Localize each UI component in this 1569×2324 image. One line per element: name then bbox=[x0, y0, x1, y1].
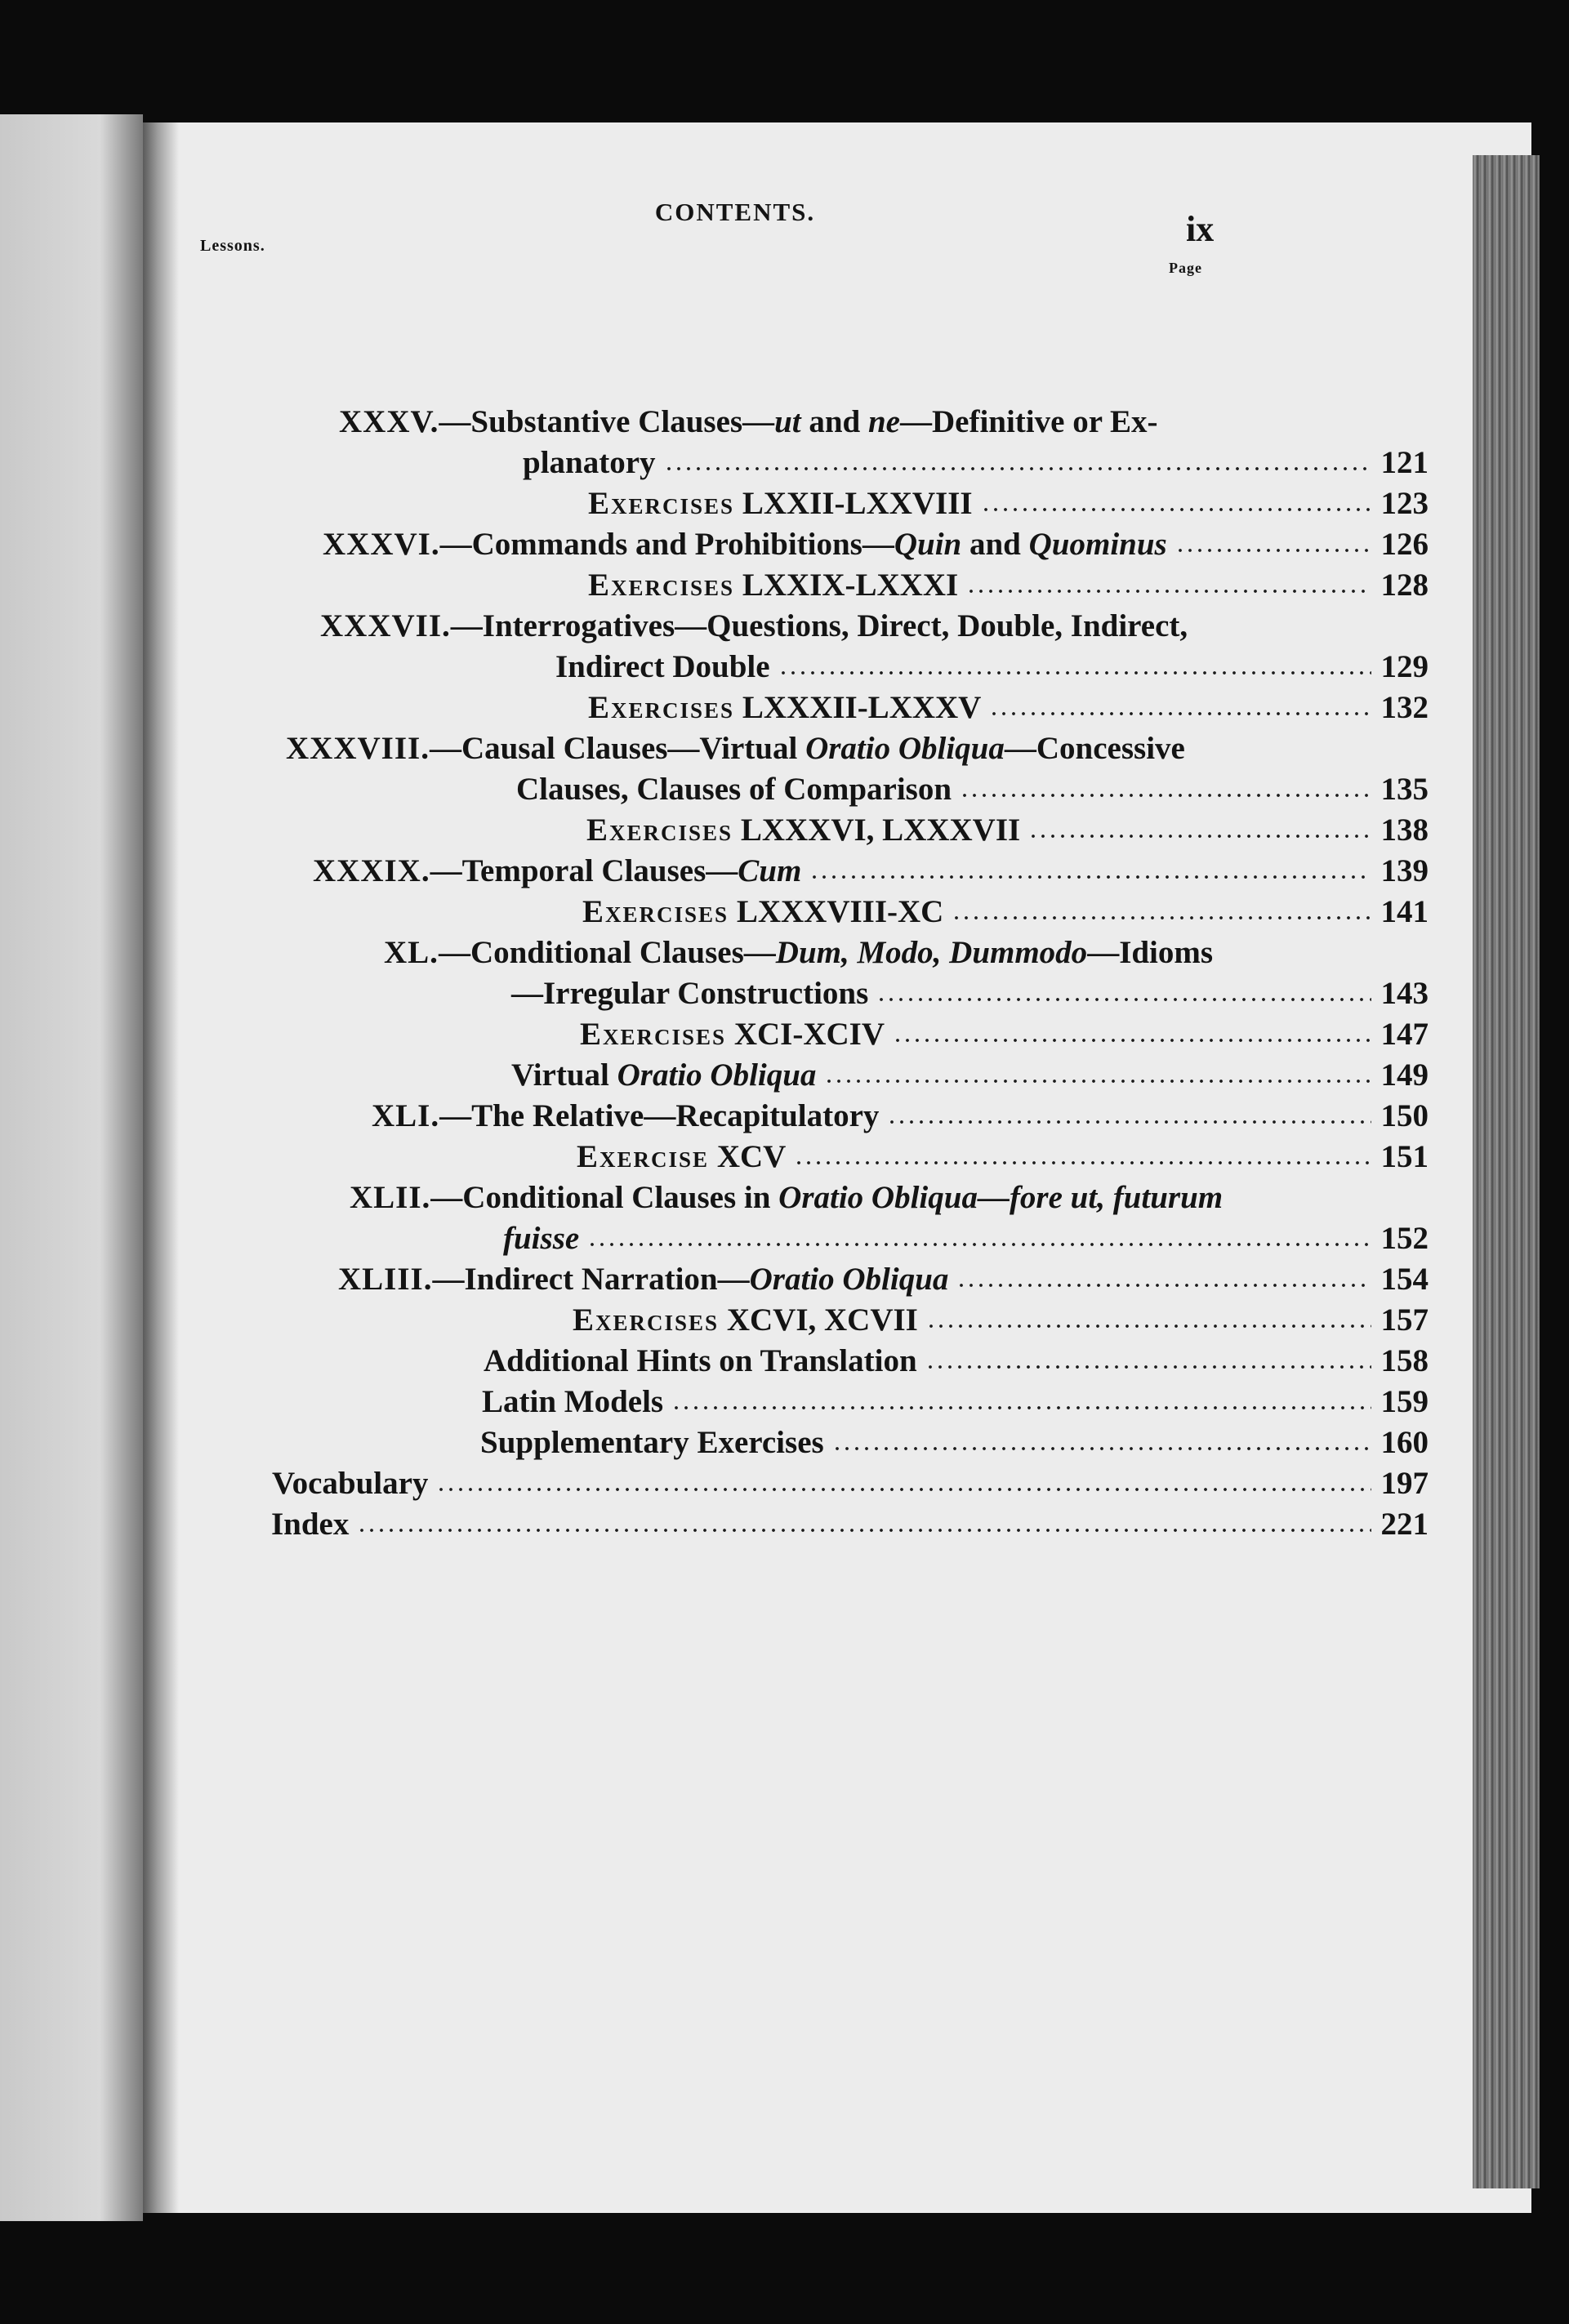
exercises-label: Exercises bbox=[588, 690, 735, 725]
toc-entry bbox=[484, 1342, 1429, 1381]
entry-text: —Temporal Clauses— bbox=[430, 853, 738, 888]
entry-text: Latin Models bbox=[482, 1384, 664, 1419]
entry-text: —Idioms bbox=[1087, 935, 1214, 970]
entry-text-italic: Quominus bbox=[1028, 527, 1167, 562]
dot-leader bbox=[926, 1322, 1371, 1330]
dot-leader bbox=[876, 995, 1371, 1004]
entry-text-italic: Quin bbox=[894, 527, 962, 562]
toc-entry bbox=[339, 403, 1158, 442]
exercises-label: Exercises bbox=[580, 1017, 727, 1052]
exercise-range: LXXXII-LXXXV bbox=[742, 690, 982, 725]
toc-entry bbox=[577, 1138, 1429, 1177]
lesson-number: XXXVIII. bbox=[286, 731, 430, 766]
entry-text-italic: fuisse bbox=[503, 1221, 580, 1256]
exercises-label: Exercises bbox=[573, 1302, 720, 1338]
exercise-range: XCI-XCIV bbox=[733, 1017, 885, 1052]
toc-entry bbox=[588, 566, 1429, 605]
entry-page: 132 bbox=[1380, 690, 1429, 725]
dot-leader bbox=[1175, 546, 1371, 554]
toc-entry bbox=[320, 607, 1188, 646]
exercises-label: Exercises bbox=[588, 486, 735, 521]
toc-entry bbox=[573, 1301, 1429, 1340]
dot-leader bbox=[925, 1363, 1371, 1371]
toc-entry bbox=[482, 1382, 1429, 1422]
toc-entry bbox=[511, 1056, 1429, 1095]
dot-leader bbox=[824, 1077, 1371, 1085]
entry-text: and bbox=[961, 527, 1029, 562]
toc-entry bbox=[588, 484, 1429, 523]
dot-leader bbox=[794, 1159, 1371, 1167]
entry-page: 141 bbox=[1380, 894, 1429, 929]
entry-page: 129 bbox=[1380, 649, 1429, 684]
entry-text: —Interrogatives—Questions, Direct, Double, Indirect, bbox=[450, 608, 1188, 643]
page-column-label: Page bbox=[1169, 260, 1202, 276]
dot-leader bbox=[952, 914, 1371, 922]
toc-entry bbox=[586, 811, 1429, 850]
toc-entry bbox=[480, 1423, 1429, 1463]
entry-text: —Concessive bbox=[1004, 731, 1185, 766]
toc-entry bbox=[503, 1219, 1429, 1258]
entry-text: Vocabulary bbox=[272, 1466, 429, 1501]
entry-text-italic: Oratio Obliqua bbox=[749, 1262, 949, 1297]
dot-leader bbox=[893, 1036, 1371, 1044]
entry-text: —Indirect Narration— bbox=[432, 1262, 750, 1297]
toc-entry bbox=[516, 770, 1429, 809]
page-number: ix bbox=[1186, 209, 1215, 249]
gutter-shadow bbox=[143, 122, 179, 2213]
previous-page-edge bbox=[0, 114, 143, 2221]
toc-entry bbox=[350, 1178, 1223, 1218]
entry-page: 157 bbox=[1380, 1302, 1429, 1338]
entry-page: 152 bbox=[1380, 1221, 1429, 1256]
dot-leader bbox=[587, 1240, 1371, 1249]
entry-page: 139 bbox=[1380, 853, 1429, 888]
entry-text: —Commands and Prohibitions— bbox=[439, 527, 894, 562]
exercises-label: Exercises bbox=[588, 568, 735, 603]
toc-entry bbox=[384, 933, 1213, 973]
entry-page: 121 bbox=[1380, 445, 1429, 480]
toc-entry bbox=[582, 893, 1429, 932]
entry-text: —Substantive Clauses— bbox=[439, 404, 775, 439]
lesson-number: XXXV. bbox=[339, 404, 439, 439]
entry-page: 197 bbox=[1380, 1466, 1429, 1501]
dot-leader bbox=[832, 1445, 1371, 1453]
entry-text: —Irregular Constructions bbox=[511, 976, 869, 1011]
entry-page: 160 bbox=[1380, 1425, 1429, 1460]
toc-entry bbox=[555, 648, 1429, 687]
entry-text-italic: Oratio Obliqua—fore ut, futurum bbox=[778, 1180, 1224, 1215]
entry-text-italic: Cum bbox=[738, 853, 802, 888]
entry-page: 135 bbox=[1380, 772, 1429, 807]
exercises-label: Exercises bbox=[586, 813, 733, 848]
dot-leader bbox=[671, 1404, 1371, 1412]
lesson-number: XXXVII. bbox=[320, 608, 451, 643]
entry-text-italic: ne bbox=[867, 404, 900, 439]
entry-text: —Conditional Clauses— bbox=[438, 935, 776, 970]
dot-leader bbox=[778, 669, 1371, 677]
entry-text: and bbox=[800, 404, 868, 439]
exercise-range: XCVI, XCVII bbox=[726, 1302, 918, 1338]
entry-text: —Definitive or Ex- bbox=[899, 404, 1158, 439]
dot-leader bbox=[1028, 832, 1371, 840]
entry-page: 147 bbox=[1380, 1017, 1429, 1052]
exercise-range: LXXXVIII-XC bbox=[736, 894, 944, 929]
entry-text: —The Relative—Recapitulatory bbox=[439, 1098, 880, 1133]
entry-page: 149 bbox=[1380, 1057, 1429, 1093]
entry-text: Clauses, Clauses of Comparison bbox=[516, 772, 952, 807]
dot-leader bbox=[357, 1526, 1371, 1534]
lesson-number: XXXIX. bbox=[313, 853, 430, 888]
toc-entry bbox=[286, 729, 1185, 768]
exercise-range: XCV bbox=[716, 1139, 787, 1174]
entry-text: —Conditional Clauses in bbox=[430, 1180, 779, 1215]
toc-entry bbox=[338, 1260, 1429, 1299]
entry-page: 128 bbox=[1380, 568, 1429, 603]
entry-page: 123 bbox=[1380, 486, 1429, 521]
dot-leader bbox=[960, 791, 1371, 799]
exercise-label: Exercise bbox=[577, 1139, 710, 1174]
entry-page: 154 bbox=[1380, 1262, 1429, 1297]
lesson-number: XXXVI. bbox=[323, 527, 440, 562]
entry-page: 158 bbox=[1380, 1343, 1429, 1378]
dot-leader bbox=[436, 1485, 1371, 1494]
entry-text-italic: Dum, Modo, Dummodo bbox=[775, 935, 1088, 970]
page-fore-edge bbox=[1473, 155, 1540, 2188]
toc-entry bbox=[580, 1015, 1429, 1054]
entry-text: Supplementary Exercises bbox=[480, 1425, 824, 1460]
toc-entry bbox=[372, 1097, 1429, 1136]
lesson-number: XLIII. bbox=[338, 1262, 433, 1297]
entry-text-italic: Oratio Obliqua bbox=[617, 1057, 817, 1093]
lesson-number: XLI. bbox=[372, 1098, 440, 1133]
dot-leader bbox=[809, 873, 1371, 881]
entry-text: Index bbox=[271, 1507, 350, 1542]
entry-text: Additional Hints on Translation bbox=[484, 1343, 917, 1378]
exercises-label: Exercises bbox=[582, 894, 729, 929]
toc-entry bbox=[588, 688, 1429, 728]
toc-entry bbox=[323, 525, 1429, 564]
dot-leader bbox=[956, 1281, 1371, 1289]
toc-entry bbox=[313, 852, 1429, 891]
entry-page: 150 bbox=[1380, 1098, 1429, 1133]
toc-entry bbox=[272, 1464, 1429, 1503]
entry-page: 159 bbox=[1380, 1384, 1429, 1419]
exercise-range: LXXIX-LXXXI bbox=[742, 568, 959, 603]
entry-page: 151 bbox=[1380, 1139, 1429, 1174]
toc-entry bbox=[523, 443, 1429, 483]
entry-text: Virtual bbox=[511, 1057, 617, 1093]
entry-page: 126 bbox=[1380, 527, 1429, 562]
toc-entry bbox=[271, 1505, 1429, 1544]
dot-leader bbox=[981, 505, 1371, 514]
page-heading: CONTENTS. bbox=[654, 198, 816, 226]
lessons-column-label: Lessons. bbox=[200, 237, 265, 255]
lesson-number: XLII. bbox=[350, 1180, 431, 1215]
lesson-number: XL. bbox=[384, 935, 439, 970]
entry-text: planatory bbox=[523, 445, 656, 480]
dot-leader bbox=[989, 710, 1371, 718]
entry-text: Indirect Double bbox=[555, 649, 770, 684]
entry-text-italic: Oratio Obliqua bbox=[805, 731, 1005, 766]
entry-page: 138 bbox=[1380, 813, 1429, 848]
dot-leader bbox=[887, 1118, 1371, 1126]
toc-entry bbox=[511, 974, 1429, 1013]
entry-text-italic: ut bbox=[774, 404, 801, 439]
exercise-range: LXXII-LXXVIII bbox=[742, 486, 973, 521]
entry-page: 221 bbox=[1380, 1507, 1429, 1542]
exercise-range: LXXXVI, LXXXVII bbox=[740, 813, 1021, 848]
entry-text: —Causal Clauses—Virtual bbox=[429, 731, 806, 766]
dot-leader bbox=[664, 465, 1371, 473]
dot-leader bbox=[966, 587, 1371, 595]
entry-page: 143 bbox=[1380, 976, 1429, 1011]
